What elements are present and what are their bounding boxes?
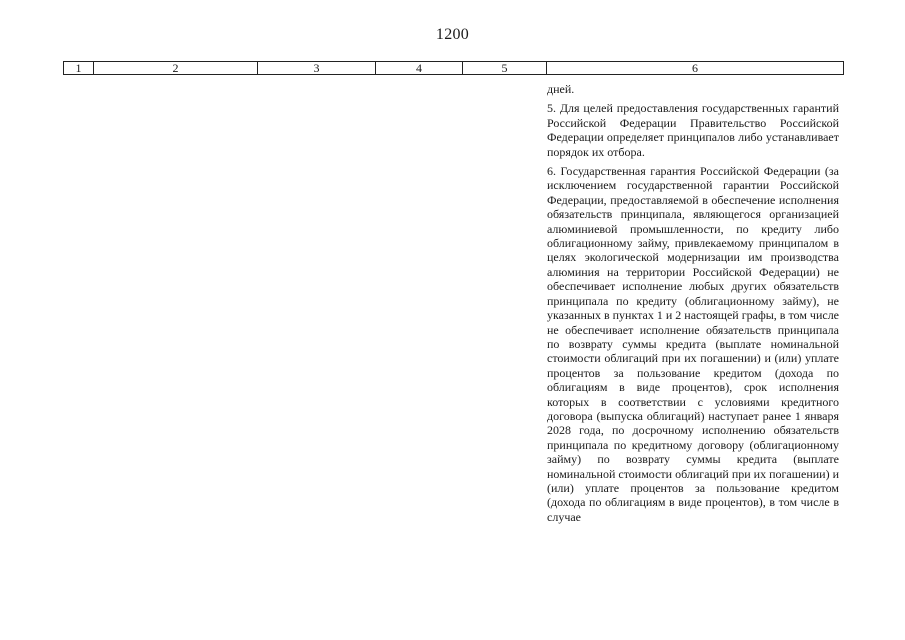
column-4-number: 4	[376, 62, 463, 74]
column-3-number: 3	[258, 62, 376, 74]
column-5-number: 5	[463, 62, 547, 74]
paragraph-continuation: дней.	[547, 82, 575, 96]
column-1-number: 1	[64, 62, 94, 74]
page-number: 1200	[435, 26, 470, 43]
paragraph-item-6: 6. Государственная гарантия Российской Федерации (за исключением государственной гарантии Российской Федерации, предоставляемой в обеспечение исполнения обязательств принципала, являющегося организацией алюминиевой промышленности, по кредиту либо облигационному займу, привлекаемому принципалом в целях экологической модернизации им производства алюминия на территории Российской Федерации) не обеспечивает исполнение любых других обязательств принципала по кредиту (облигационному займу), не указанных в пунктах 1 и 2 настоящей графы, в том числе не обеспечивает исполнение обязательств принципала по возврату суммы кредита (выплате номинальной стоимости облигаций при их погашении) и (или) уплате процентов за пользование кредитом (дохода по облигациям в виде процентов), срок исполнения которых в соответствии с условиями кредитного договора (выпуска облигаций) наступает ранее 1 января 2028 года, по досрочному исполнению обязательств принципала по кредитному договору (облигационному займу) по возврату суммы кредита (выплате номинальной стоимости облигаций при их погашении) и (или) уплате процентов за пользование кредитом (дохода по облигациям в виде процентов), в том числе в случае	[547, 164, 840, 524]
paragraph-item-5: 5. Для целей предоставления государственных гарантий Российской Федерации Правительство Российской Федерации определяет принципалов либо устанавливает порядок их отбора.	[547, 101, 839, 159]
column-6-number: 6	[692, 61, 698, 75]
column-2-number: 2	[94, 62, 258, 74]
column-6-text	[547, 82, 839, 524]
column-number-header	[63, 61, 844, 75]
